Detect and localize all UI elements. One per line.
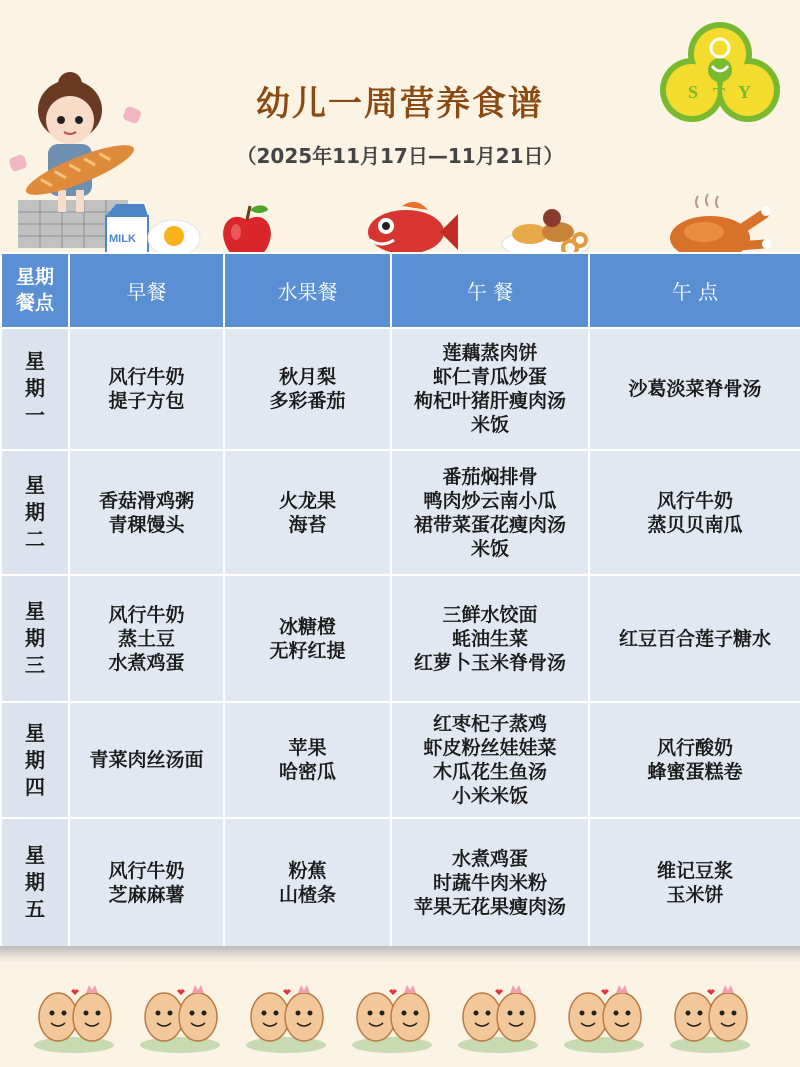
menu-item: 红萝卜玉米脊骨汤: [413, 651, 566, 674]
egg-couple-icon: [352, 985, 432, 1053]
menu-item: 提子方包: [108, 389, 185, 412]
day-cell: [1, 702, 69, 818]
menu-item: 蜂蜜蛋糕卷: [647, 761, 743, 784]
menu-item: 多彩番茄: [269, 389, 346, 412]
column-header-lunch: 午 餐: [391, 253, 589, 328]
menu-item: 青菜肉丝汤面: [89, 749, 204, 772]
day-cell: [1, 575, 69, 702]
snack-cell: [589, 702, 800, 818]
corner-header: [1, 253, 69, 328]
menu-item: 沙葛淡菜脊骨汤: [628, 377, 762, 400]
table-header-row: [1, 253, 800, 328]
menu-item: 水煮鸡蛋: [108, 651, 185, 674]
lunch-cell: [391, 818, 589, 947]
menu-item: 番茄焖排骨: [442, 465, 538, 488]
egg-couple-icon: [458, 985, 538, 1053]
egg-couple-icon: [140, 985, 220, 1053]
corner-label-day: 星期: [15, 266, 54, 289]
fruit-cell: [224, 818, 391, 947]
menu-item: 米饭: [470, 537, 509, 560]
table-row: [1, 328, 800, 451]
menu-item: 蒸贝贝南瓜: [647, 513, 743, 536]
menu-item: 三鲜水饺面: [442, 603, 538, 626]
menu-item: 海苔: [288, 513, 327, 536]
menu-item: 裙带菜蛋花瘦肉汤: [413, 513, 566, 536]
menu-table-container: [0, 252, 800, 948]
egg-couple-border: [0, 975, 800, 1065]
column-header-fruit: 水果餐: [224, 253, 391, 328]
menu-item: 维记豆浆: [656, 859, 733, 882]
lunch-cell: [391, 575, 589, 702]
milk-carton-icon: [100, 200, 152, 258]
table-row: [1, 575, 800, 702]
egg-couple-icon: [34, 985, 114, 1053]
lunch-cell: [391, 702, 589, 818]
table-row: [1, 818, 800, 947]
breakfast-cell: [69, 328, 224, 451]
page-title: 幼儿一周营养食谱: [256, 84, 544, 124]
day-char: 期: [25, 747, 45, 772]
lunch-cell: [391, 450, 589, 575]
menu-item: 秋月梨: [278, 365, 336, 388]
egg-couple-icon: [564, 985, 644, 1053]
fruit-cell: [224, 575, 391, 702]
menu-item: 火龙果: [278, 489, 336, 512]
menu-item: 玉米饼: [666, 883, 724, 906]
column-header-snack: 午 点: [589, 253, 800, 328]
date-range: （2025年11月17日—11月21日）: [236, 144, 564, 168]
breakfast-cell: [69, 450, 224, 575]
menu-item: 风行牛奶: [108, 365, 185, 388]
menu-item: 米饭: [470, 413, 509, 436]
menu-item: 风行牛奶: [656, 489, 733, 512]
day-char: 星: [25, 349, 45, 374]
menu-item: 时蔬牛肉米粉: [432, 871, 547, 894]
menu-item: 苹果: [288, 737, 327, 760]
table-row: [1, 702, 800, 818]
weekly-menu-table: [0, 252, 800, 948]
menu-item: 枸杞叶猪肝瘦肉汤: [413, 389, 566, 412]
fruit-cell: [224, 450, 391, 575]
table-shadow: [0, 946, 800, 962]
day-char: 期: [25, 376, 45, 401]
milk-label: MILK: [109, 233, 136, 245]
day-char: 期: [25, 626, 45, 651]
day-char: 期: [25, 500, 45, 525]
menu-item: 虾仁青瓜炒蛋: [432, 365, 547, 388]
corner-label-meal: 餐点: [15, 292, 54, 315]
menu-item: 风行牛奶: [108, 603, 185, 626]
fruit-cell: [224, 328, 391, 451]
lunch-cell: [391, 328, 589, 451]
menu-item: 芝麻麻薯: [108, 883, 185, 906]
menu-item: 蚝油生菜: [451, 627, 528, 650]
menu-item: 山楂条: [278, 883, 336, 906]
menu-item: 苹果无花果瘦肉汤: [413, 895, 566, 918]
table-row: [1, 450, 800, 575]
menu-item: 红枣杞子蒸鸡: [432, 713, 547, 736]
day-cell: [1, 450, 69, 575]
menu-item: 虾皮粉丝娃娃菜: [423, 737, 557, 760]
fruit-cell: [224, 702, 391, 818]
menu-item: 粉蕉: [288, 859, 327, 882]
egg-couple-icon: [670, 985, 750, 1053]
snack-cell: [589, 328, 800, 451]
menu-item: 冰糖橙: [278, 615, 336, 638]
menu-item: 鸭肉炒云南小瓜: [423, 489, 557, 512]
snack-cell: [589, 818, 800, 947]
logo-letter-s: S: [688, 82, 699, 102]
day-char: 四: [25, 774, 45, 799]
day-char: 星: [25, 473, 45, 498]
day-char: 星: [25, 599, 45, 624]
egg-couple-icon: [246, 985, 326, 1053]
menu-item: 青稞馒头: [108, 513, 185, 536]
breakfast-cell: [69, 818, 224, 947]
day-char: 一: [25, 403, 45, 428]
menu-item: 小米米饭: [451, 785, 528, 808]
menu-item: 木瓜花生鱼汤: [432, 761, 547, 784]
day-char: 星: [25, 720, 45, 745]
menu-item: 哈密瓜: [278, 761, 336, 784]
day-cell: [1, 328, 69, 451]
day-char: 五: [25, 897, 45, 922]
logo-letter-y: Y: [738, 82, 751, 102]
logo-letter-t: T: [713, 84, 726, 104]
day-char: 三: [25, 653, 45, 678]
menu-item: 风行酸奶: [656, 737, 733, 760]
day-char: 星: [25, 843, 45, 868]
column-header-breakfast: 早餐: [69, 253, 224, 328]
breakfast-cell: [69, 702, 224, 818]
menu-item: 香菇滑鸡粥: [98, 489, 194, 512]
day-char: 二: [25, 527, 45, 552]
menu-item: 无籽红提: [269, 639, 346, 662]
menu-item: 风行牛奶: [108, 859, 185, 882]
menu-item: 莲藕蒸肉饼: [442, 341, 538, 364]
menu-item: 水煮鸡蛋: [451, 847, 528, 870]
menu-item: 红豆百合莲子糖水: [618, 627, 771, 650]
snack-cell: [589, 450, 800, 575]
breakfast-cell: [69, 575, 224, 702]
snack-cell: [589, 575, 800, 702]
menu-item: 蒸土豆: [117, 627, 175, 650]
day-char: 期: [25, 870, 45, 895]
day-cell: [1, 818, 69, 947]
